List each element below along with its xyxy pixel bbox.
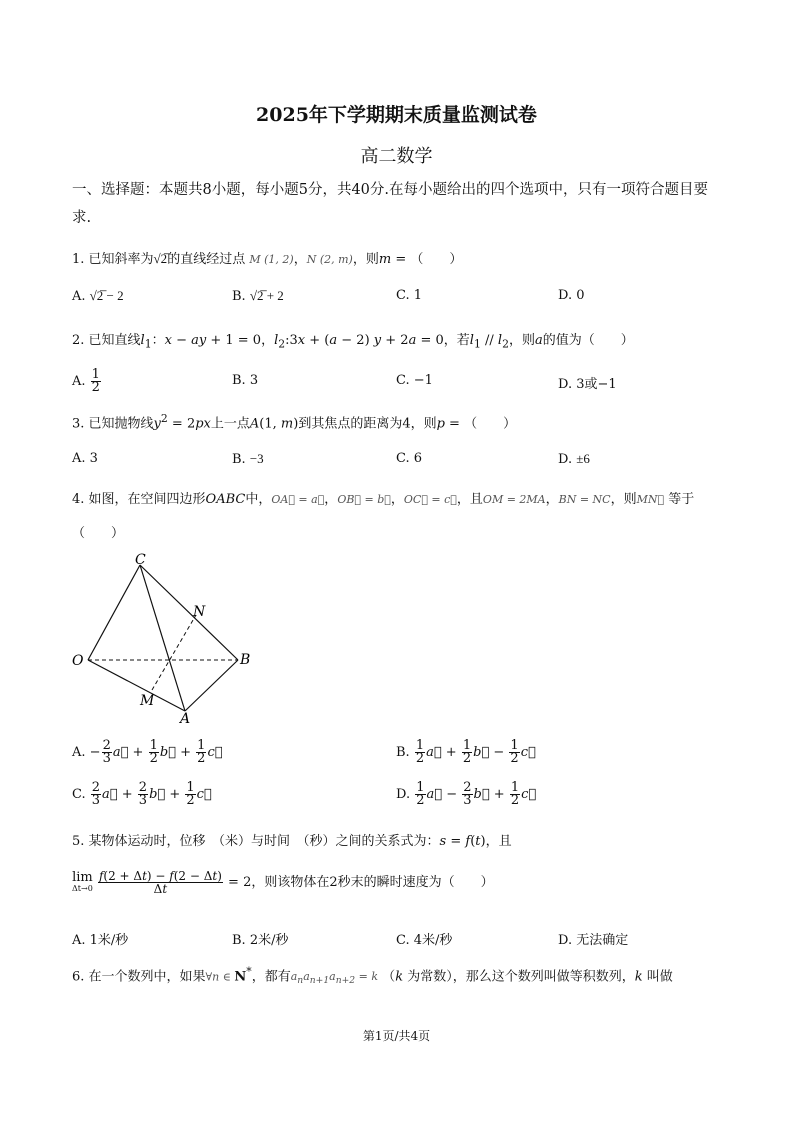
q2-option-c: C. −1 — [396, 373, 433, 388]
question-1: 1. 已知斜率为√2̅的直线经过点 M (1, 2)，N (2, m)，则m = （ ） — [72, 251, 463, 267]
q1-option-a: A. √2̅ − 2 — [72, 288, 124, 304]
q3-option-b: B. −3 — [232, 451, 264, 467]
q5-option-a: A. 1米/秒 — [72, 933, 129, 948]
label-b: B — [240, 652, 251, 668]
q3-option-a: A. 3 — [72, 451, 98, 466]
label-c: C — [135, 552, 146, 568]
q4-bracket: （ ） — [72, 526, 125, 541]
page-footer: 第1页/共4页 — [362, 1029, 431, 1043]
label-a: A — [180, 711, 191, 727]
q5-option-c: C. 4米/秒 — [396, 933, 453, 948]
q4-option-c: C. $\frac{2}{3}$ a⃗ + $\frac{2}{3}$ b⃗ + $\frac{1}{2}$ c⃗ — [72, 780, 212, 808]
q5-option-d: D. 无法确定 — [558, 933, 629, 948]
page-subtitle: 高二数学 — [360, 146, 433, 167]
q3-option-d: D. ±6 — [558, 451, 590, 467]
q1-option-b: B. √2̅ + 2 — [232, 288, 284, 304]
section-heading: 一、选择题：本题共8小题，每小题5分，共40分.在每小题给出的四个选项中，只有一项符合题目要求. — [72, 182, 709, 226]
q1-bracket: （ ） — [410, 252, 463, 267]
question-3: 3. 已知抛物线$y^2 = 2px$上一点A(1, m)到其焦点的距离为4，则p = （ ） — [72, 412, 517, 432]
q2-option-a: A. $\frac{1}{2}$ — [72, 367, 100, 395]
q3-option-c: C. 6 — [396, 451, 423, 466]
q1-option-d: D. 0 — [558, 288, 585, 303]
question-2: 2. 已知直线$l_1$：x − ay + 1 = 0，$l_2:3x + (a - 2) y + 2a = 0$，若$l_1 // l_2$，则a的值为（ ） — [72, 333, 634, 351]
label-m: M — [140, 693, 155, 709]
q2-option-d: D. 3或−1 — [558, 377, 617, 392]
question-6: 6. 在一个数列中，如果∀n ∈ N*，都有$a_na_{n+1}a_{n+2} = k$ （k 为常数），那么这个数列叫做等积数列，k 叫做 — [72, 965, 673, 987]
q1-option-c: C. 1 — [396, 288, 423, 303]
label-n: N — [193, 604, 206, 620]
q5-option-b: B. 2米/秒 — [232, 933, 289, 948]
tetrahedron-diagram — [60, 548, 270, 728]
question-5: 5. 某物体运动时，位移 （米）与时间 （秒）之间的关系式为：s = f(t)，且 — [72, 834, 512, 849]
q4-option-a: A. − $\frac{2}{3}$ a⃗ + $\frac{1}{2}$ b⃗ + $\frac{1}{2}$ c⃗ — [72, 738, 223, 766]
q1-text-mid: 的直线经过点 — [167, 252, 246, 267]
q4-option-b: B. $\frac{1}{2}$ a⃗ + $\frac{1}{2}$ b⃗ − $\frac{1}{2}$ c⃗ — [396, 738, 536, 766]
q4-option-d: D. $\frac{1}{2}$ a⃗ − $\frac{2}{3}$ b⃗ + $\frac{1}{2}$ c⃗ — [396, 780, 537, 808]
question-4: 4. 如图，在空间四边形OABC中，OA⃗ = a⃗，OB⃗ = b⃗，OC⃗ = c⃗，且OM = 2MA，BN = NC，则MN⃗ 等于 — [72, 492, 695, 507]
page-title: 2025年下学期期末质量监测试卷 — [256, 104, 537, 126]
label-o: O — [72, 653, 84, 669]
q5-limit-line: lim Δt→0 $\frac{f(2 + \Delta t) - f(2 - \Delta t)}{\Delta t}$ = 2，则该物体在2秒末的瞬时速度为（ ） — [72, 869, 494, 896]
q1-text-post: ，则 — [352, 252, 379, 267]
q2-option-b: B. 3 — [232, 373, 259, 388]
q1-text: 1. 已知斜率为 — [72, 252, 154, 267]
